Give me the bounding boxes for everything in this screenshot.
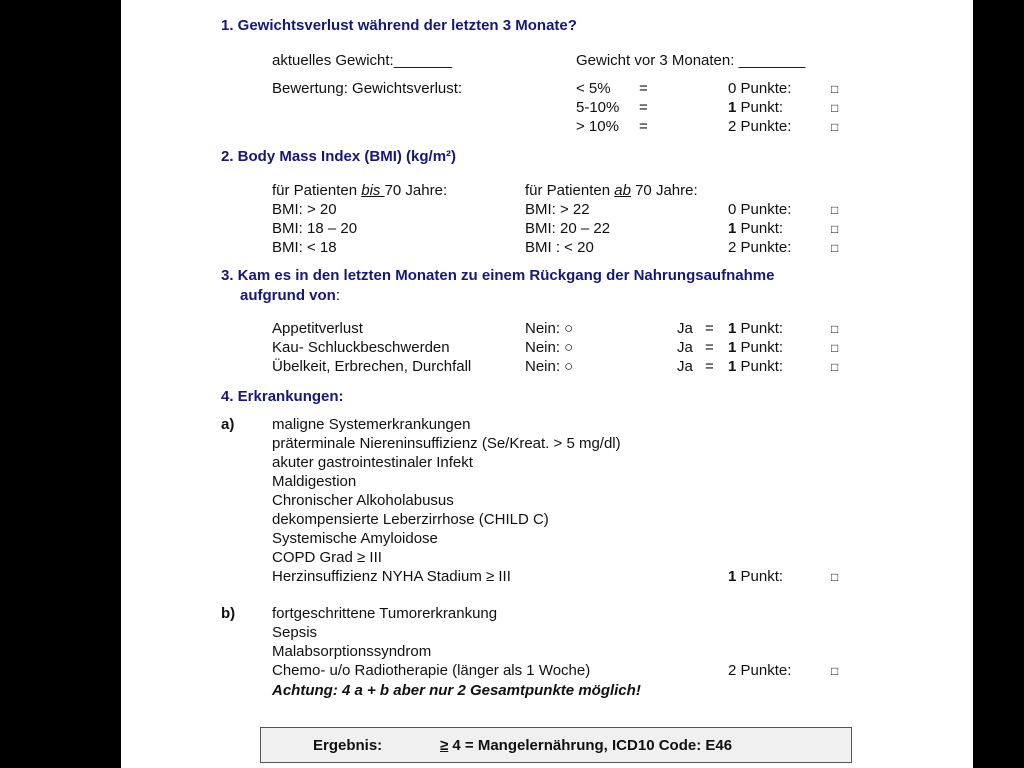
disease-item: Systemische Amyloidose — [272, 530, 438, 547]
q2-checkbox-3[interactable]: □ — [831, 241, 839, 255]
result-label: Ergebnis: — [313, 737, 383, 754]
result-value: 4 = Mangelernährung, ICD10 Code: E46 — [448, 737, 733, 754]
q4a-checkbox[interactable]: □ — [831, 570, 839, 584]
rating-label: Bewertung: Gewichtsverlust: — [272, 80, 463, 97]
points-number: 1 — [728, 99, 737, 116]
result-text — [440, 737, 732, 755]
disease-item: dekompensierte Leberzirrhose (CHILD C) — [272, 511, 549, 528]
q1-points — [728, 118, 791, 136]
q2-points: 0 Punkte: — [728, 201, 792, 218]
disease-item: fortgeschrittene Tumorerkrankung — [272, 605, 498, 622]
disease-item: Maldigestion — [272, 473, 357, 490]
q4-a-label: a) — [221, 416, 235, 433]
q3-yes: Ja — [677, 358, 693, 375]
q1-cond: > 10% — [576, 118, 619, 135]
points-unit: Punkte: — [740, 80, 792, 97]
bmi-right: BMI: > 22 — [525, 201, 590, 218]
disease-item: Herzinsuffizienz NYHA Stadium ≥ III — [272, 568, 511, 585]
points-number: 2 — [728, 118, 737, 135]
result-box — [260, 727, 852, 763]
q1-checkbox-2[interactable]: □ — [831, 101, 839, 115]
q1-eq: = — [639, 99, 648, 116]
q1-points — [728, 99, 783, 117]
disease-item: Malabsorptionssyndrom — [272, 643, 432, 660]
q3-title-line2: aufgrund von: — [240, 287, 340, 304]
result-ge-symbol: ≥ — [440, 737, 449, 754]
q4-note: Achtung: 4 a + b aber nur 2 Gesamtpunkte möglich! — [272, 682, 641, 699]
q3-item-label: Kau- Schluckbeschwerden — [272, 339, 450, 356]
q3-checkbox-1[interactable]: □ — [831, 322, 839, 336]
points-unit: Punkte: — [740, 118, 792, 135]
points-unit: Punkt: — [740, 99, 784, 116]
q2-title: 2. Body Mass Index (BMI) (kg/m²) — [221, 148, 457, 165]
q1-checkbox-1[interactable]: □ — [831, 82, 839, 96]
q3-yes: Ja — [677, 339, 693, 356]
q3-points: 1 Punkt: — [728, 358, 784, 375]
bmi-left: BMI: > 20 — [272, 201, 337, 218]
q2-points: 2 Punkte: — [728, 239, 792, 256]
q4-b-label: b) — [221, 605, 236, 622]
document-page — [121, 0, 973, 768]
q3-item-label: Appetitverlust — [272, 320, 363, 337]
disease-item: Chronischer Alkoholabusus — [272, 492, 454, 509]
q4b-points: 2 Punkte: — [728, 662, 792, 679]
q3-no-option[interactable]: Nein: ○ — [525, 339, 574, 356]
q3-item-label: Übelkeit, Erbrechen, Durchfall — [272, 358, 472, 375]
q1-title: 1. Gewichtsverlust während der letzten 3 Monate? — [221, 17, 577, 34]
q1-eq: = — [639, 118, 648, 135]
q3-points: 1 Punkt: — [728, 339, 784, 356]
q1-checkbox-3[interactable]: □ — [831, 120, 839, 134]
q1-eq: = — [639, 80, 648, 97]
q3-title-line1: 3. Kam es in den letzten Monaten zu einem Rückgang der Nahrungsaufnahme — [221, 267, 775, 284]
q2-points: 1 Punkt: — [728, 220, 784, 237]
bmi-right: BMI: 20 – 22 — [525, 220, 611, 237]
q4b-checkbox[interactable]: □ — [831, 664, 839, 678]
q2-left-header: für Patienten bis 70 Jahre: — [272, 182, 448, 199]
q3-eq: = — [705, 320, 714, 337]
disease-item: präterminale Niereninsuffizienz (Se/Kreat. > 5 mg/dl) — [272, 435, 621, 452]
q3-checkbox-2[interactable]: □ — [831, 341, 839, 355]
q3-eq: = — [705, 358, 714, 375]
disease-item: akuter gastrointestinaler Infekt — [272, 454, 473, 471]
q3-no-option[interactable]: Nein: ○ — [525, 358, 574, 375]
q3-eq: = — [705, 339, 714, 356]
disease-item: Chemo- u/o Radiotherapie (länger als 1 Woche) — [272, 662, 591, 679]
q3-no-option[interactable]: Nein: ○ — [525, 320, 574, 337]
disease-item: Sepsis — [272, 624, 318, 641]
bmi-left: BMI: 18 – 20 — [272, 220, 358, 237]
weight-3-months-field: Gewicht vor 3 Monaten: ________ — [576, 52, 806, 69]
q1-cond: < 5% — [576, 80, 611, 97]
q4-title: 4. Erkrankungen: — [221, 388, 344, 405]
q2-checkbox-1[interactable]: □ — [831, 203, 839, 217]
q1-cond: 5-10% — [576, 99, 620, 116]
disease-item: COPD Grad ≥ III — [272, 549, 382, 566]
current-weight-field: aktuelles Gewicht:_______ — [272, 52, 453, 69]
disease-item: maligne Systemerkrankungen — [272, 416, 471, 433]
q2-right-header: für Patienten ab 70 Jahre: — [525, 182, 698, 199]
bmi-right: BMI : < 20 — [525, 239, 594, 256]
q4a-points: 1 Punkt: — [728, 568, 784, 585]
bmi-left: BMI: < 18 — [272, 239, 337, 256]
q1-points — [728, 80, 791, 98]
q3-points: 1 Punkt: — [728, 320, 784, 337]
q2-checkbox-2[interactable]: □ — [831, 222, 839, 236]
q3-yes: Ja — [677, 320, 693, 337]
q3-checkbox-3[interactable]: □ — [831, 360, 839, 374]
points-number: 0 — [728, 80, 737, 97]
